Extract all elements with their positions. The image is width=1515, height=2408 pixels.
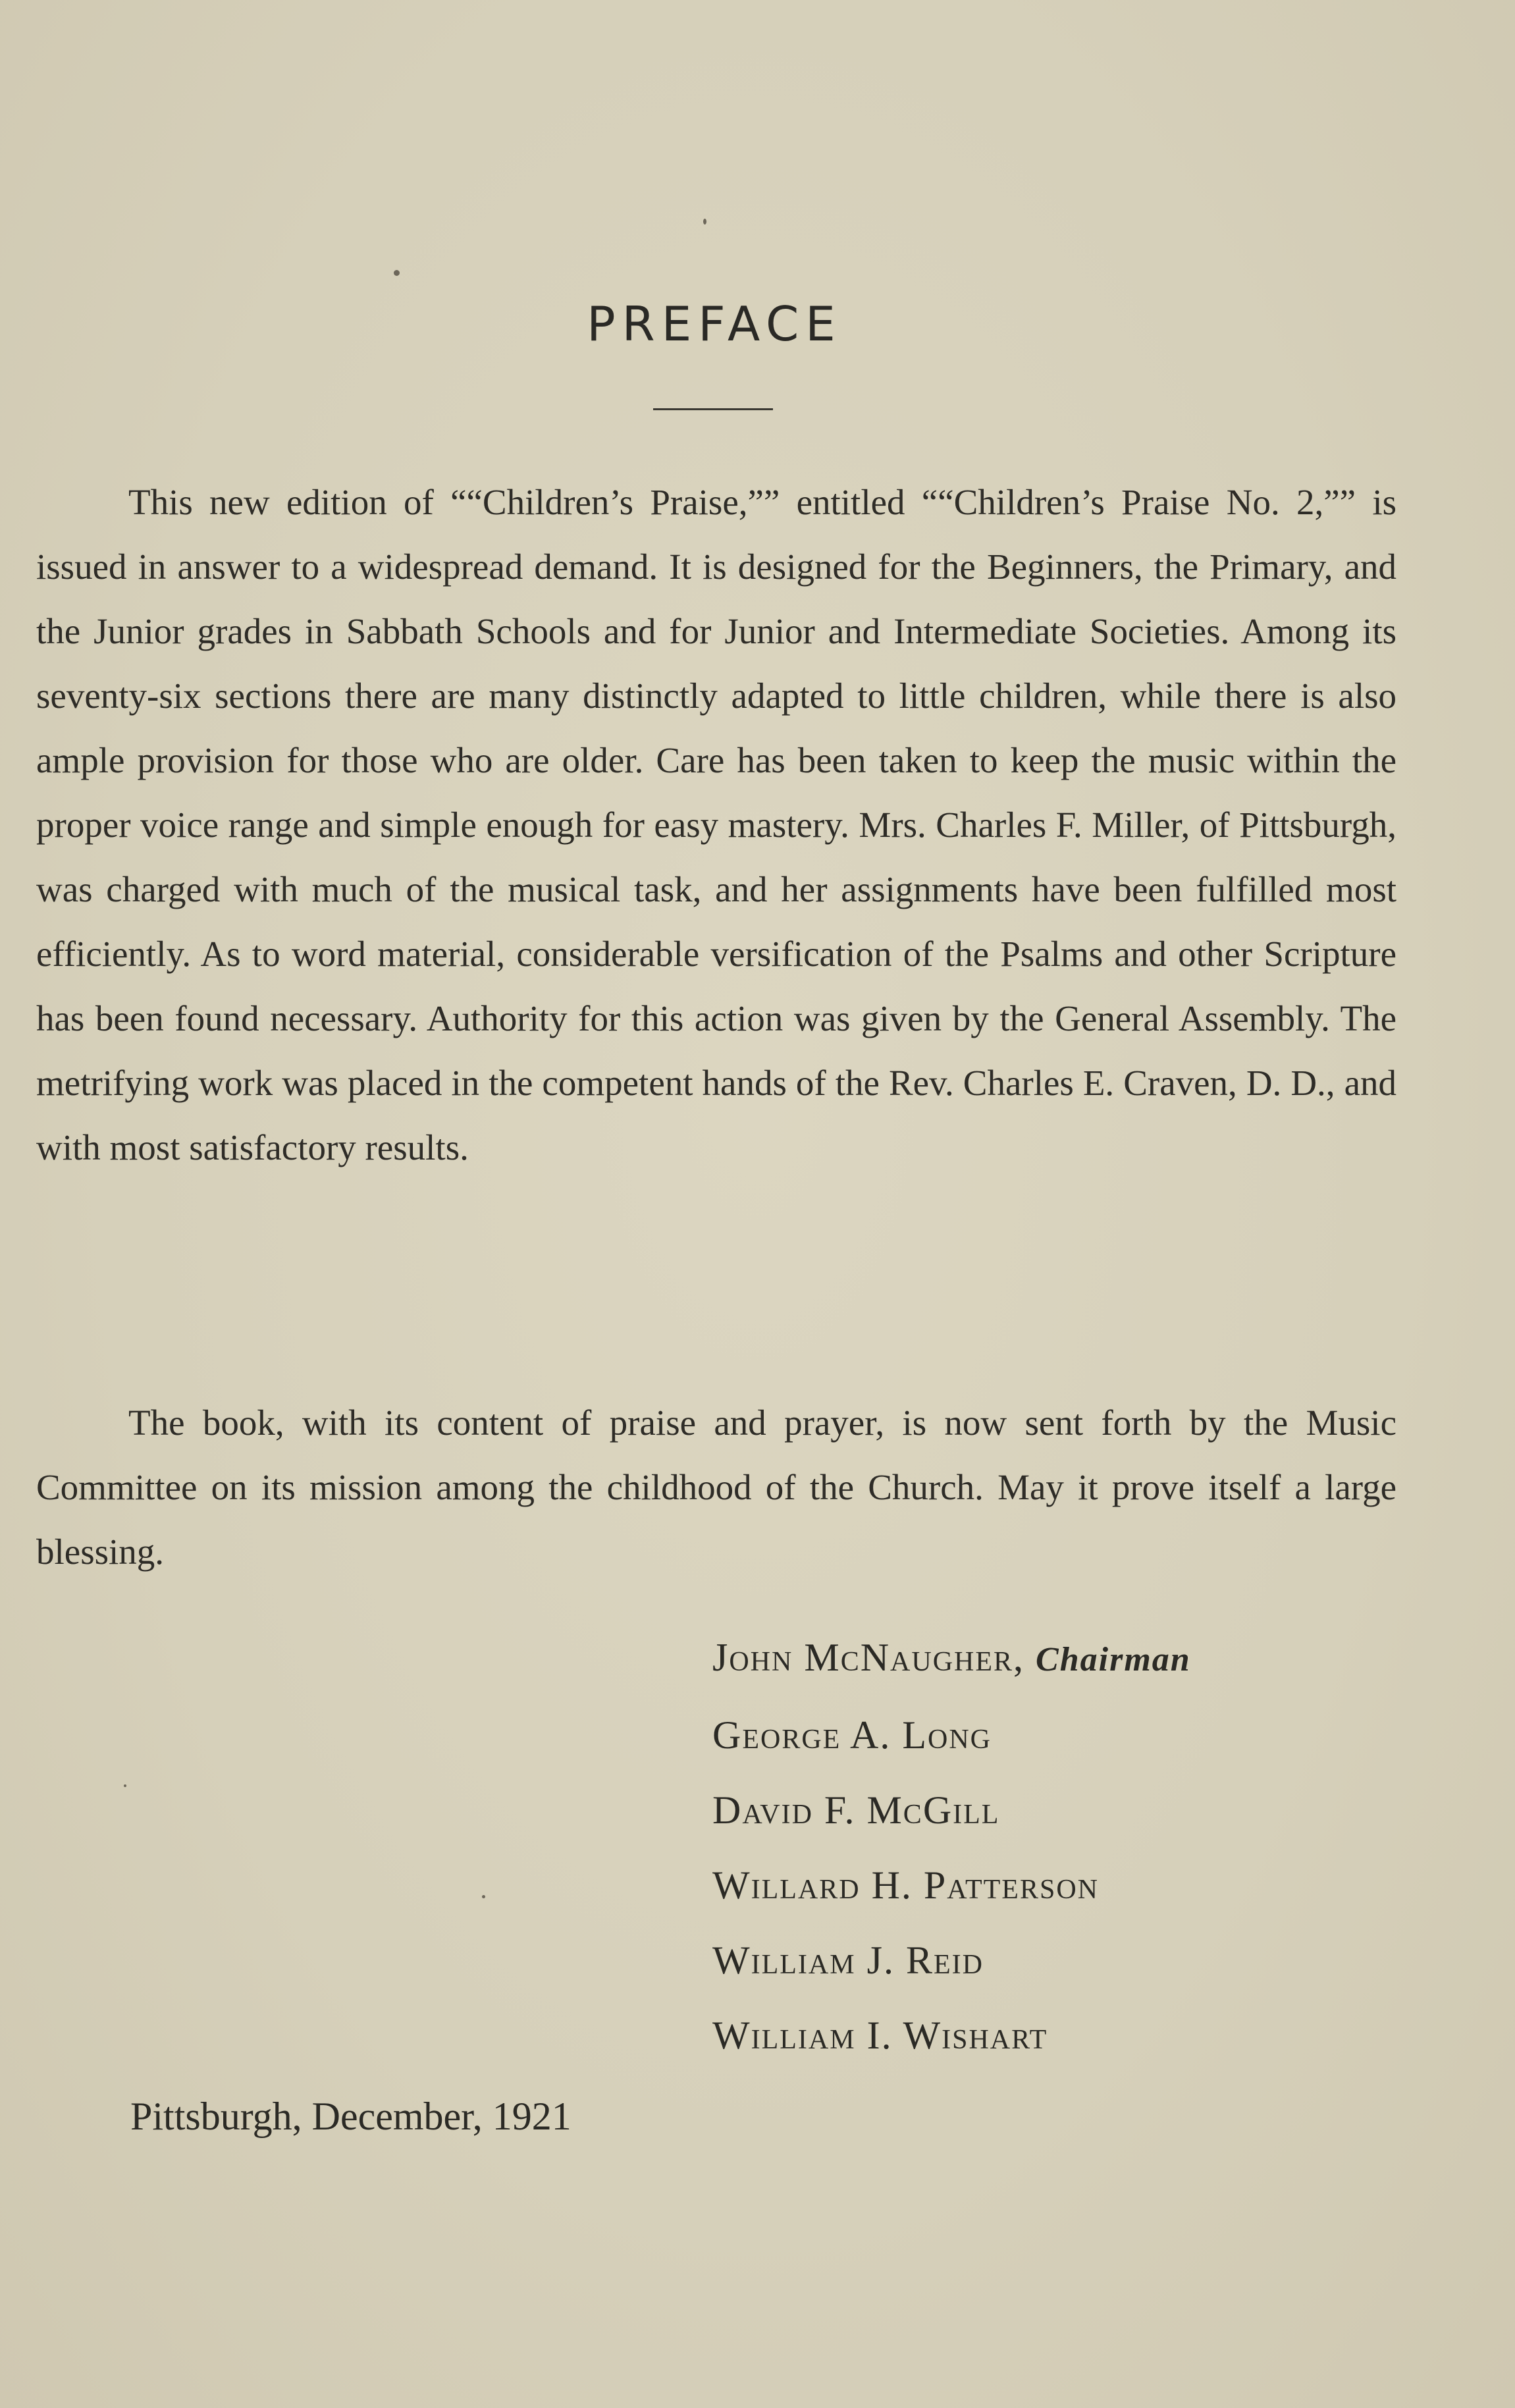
signatory-3 [712, 1773, 1191, 1848]
signatory-1 [712, 1620, 1191, 1698]
signatory-name: William J. Reid [712, 1939, 984, 1982]
paper-speck [124, 1784, 126, 1787]
preface-paragraph-2: The book, with its content of praise and prayer, is now sent forth by the Music Committee on its mission among the childhood of the Church. May it prove itself a large blessing. [36, 1403, 1396, 1572]
paper-speck [703, 219, 706, 225]
dateline: Pittsburgh, December, 1921 [130, 2095, 571, 2138]
title-rule [653, 408, 773, 410]
signatory-role: Chairman [1036, 1641, 1191, 1678]
signatory-name: John McNaugher, [712, 1636, 1025, 1679]
paper-speck [482, 1895, 485, 1898]
preface-paragraph-1: This new edition of ““Children’s Praise,”” entitled ““Children’s Praise No. 2,”” is issued in answer to a widespread demand. It is designed for the Beginners, the Primary, and the Junior grades in Sabbath Schools and for Junior and Intermediate Societies. Among its seventy-six sections there are many distinctly adapted to little children, while there is also ample provision for those who are older. Care has been taken to keep the music within the proper voice range and simple enough for easy mastery. Mrs. Charles F. Miller, of Pittsburgh, was charged with much of the musical task, and her assignments have been fulfilled most efficiently. As to word material, considerable versification of the Psalms and other Scripture has been found necessary. Authority for this action was given by the General Assembly. The metrifying work was placed in the competent hands of the Rev. Charles E. Craven, D. D., and with most satisfactory results. [36, 482, 1396, 1167]
signatory-name: William I. Wishart [712, 2014, 1048, 2057]
signatory-name: David F. McGill [712, 1788, 1000, 1832]
signatory-4 [712, 1848, 1191, 1923]
signatory-5 [712, 1923, 1191, 1998]
signatory-name: George A. Long [712, 1713, 992, 1757]
page-title: PREFACE [587, 296, 842, 352]
paper-speck [394, 270, 400, 276]
signatory-2 [712, 1698, 1191, 1773]
signatory-6 [712, 1998, 1191, 2073]
signatory-name: Willard H. Patterson [712, 1863, 1099, 1907]
signature-block [712, 1620, 1191, 2073]
